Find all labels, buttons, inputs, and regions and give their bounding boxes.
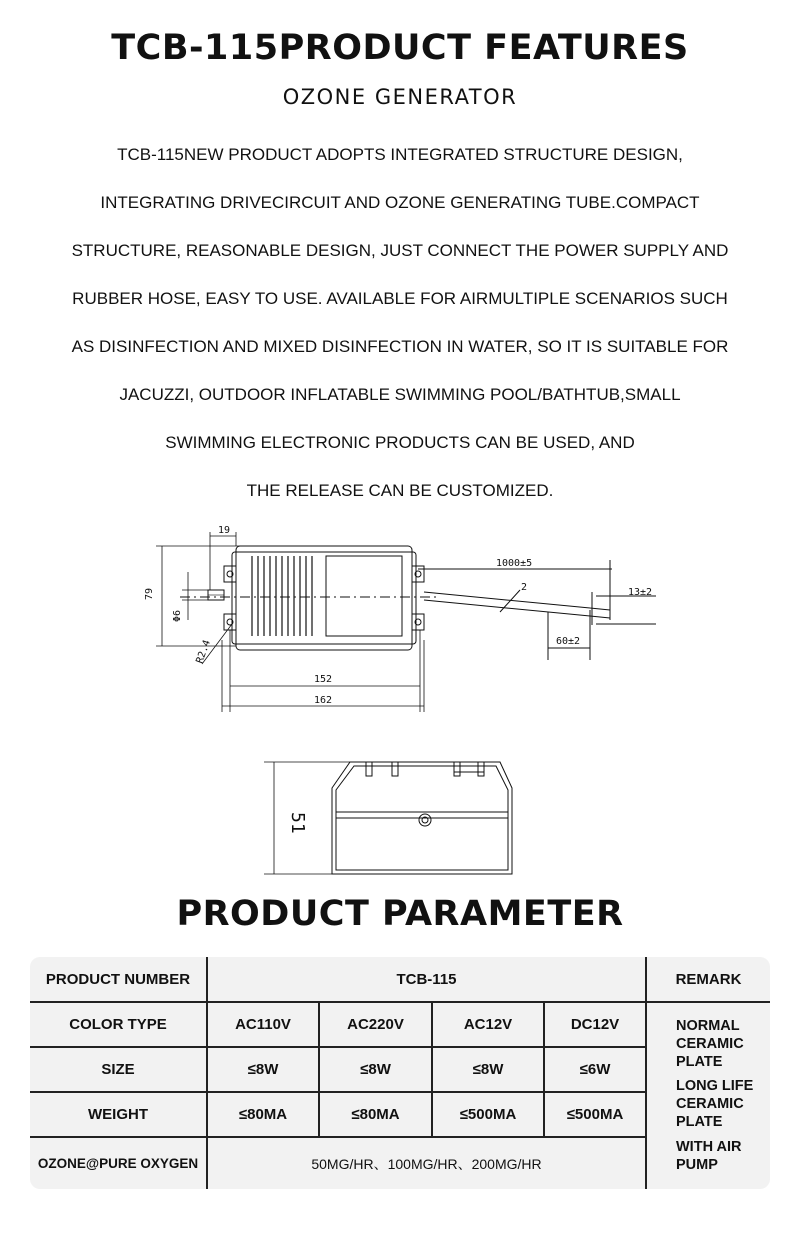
dim-2-label: 2 <box>521 582 528 593</box>
row-label: WEIGHT <box>88 1106 148 1123</box>
description-line: RUBBER HOSE, EASY TO USE. AVAILABLE FOR AIRMULTIPLE SCENARIOS SUCH <box>72 289 728 308</box>
table-cell: AC220V <box>347 1016 404 1033</box>
product-number-label: PRODUCT NUMBER <box>45 970 191 988</box>
top-view <box>180 546 440 650</box>
dimension-lines <box>156 532 424 712</box>
dim-19-label: 19 <box>218 525 231 536</box>
table-cell: AC12V <box>463 1016 513 1033</box>
ozone-value: 50MG/HR、100MG/HR、200MG/HR <box>311 1155 542 1172</box>
row-label: COLOR TYPE <box>69 1016 167 1033</box>
dim-r24-label: R2.4 <box>194 638 214 666</box>
table-cell: ≤8W <box>247 1061 279 1078</box>
remark-label: REMARK <box>675 970 742 988</box>
description-line: JACUZZI, OUTDOOR INFLATABLE SWIMMING POOL/BATHTUB,SMALL <box>119 385 681 404</box>
table-cell: ≤500MA <box>459 1106 517 1123</box>
table-cell: ≤8W <box>472 1061 504 1078</box>
table-cell: ≤80MA <box>351 1106 400 1123</box>
table-cell: ≤6W <box>579 1061 611 1078</box>
description-line: AS DISINFECTION AND MIXED DISINFECTION IN WATER, SO IT IS SUITABLE FOR <box>71 337 729 356</box>
dim-51-label: 51 <box>287 812 308 834</box>
table-cell: DC12V <box>570 1016 620 1033</box>
parameter-title: PRODUCT PARAMETER <box>176 894 624 934</box>
parameter-table <box>30 957 770 1189</box>
description-line: THE RELEASE CAN BE CUSTOMIZED. <box>246 481 554 500</box>
page-title: TCB-115PRODUCT FEATURES <box>111 28 689 68</box>
description-line: STRUCTURE, REASONABLE DESIGN, JUST CONNECT THE POWER SUPPLY AND <box>71 241 729 260</box>
cable <box>418 560 656 660</box>
dim-1000-label: 1000±5 <box>496 558 533 569</box>
dim-79-label: 79 <box>144 587 155 600</box>
dim-60-label: 60±2 <box>556 636 581 647</box>
description-line: SWIMMING ELECTRONIC PRODUCTS CAN BE USED, AND <box>165 433 635 452</box>
table-cell: ≤500MA <box>566 1106 624 1123</box>
table-cell: ≤8W <box>360 1061 391 1078</box>
table-cell: ≤80MA <box>238 1106 288 1123</box>
table-cell: AC110V <box>235 1016 291 1033</box>
table-divider <box>646 1001 770 1003</box>
remark-item: NORMAL CERAMIC PLATE <box>676 1018 744 1070</box>
dim-152-label: 152 <box>314 674 333 685</box>
row-label: SIZE <box>101 1061 135 1078</box>
product-number-value: TCB-115 <box>396 970 457 988</box>
dim-162-label: 162 <box>314 695 333 706</box>
description-line: INTEGRATING DRIVECIRCUIT AND OZONE GENERATING TUBE.COMPACT <box>100 193 700 212</box>
remark-item: LONG LIFE CERAMIC PLATE <box>676 1078 754 1130</box>
dim-phi6-label: Φ6 <box>172 609 183 622</box>
page-subtitle: OZONE GENERATOR <box>282 85 518 109</box>
description-line: TCB-115NEW PRODUCT ADOPTS INTEGRATED STRUCTURE DESIGN, <box>117 145 683 164</box>
remark-item: WITH AIR PUMP <box>676 1139 742 1173</box>
ozone-label: OZONE@PURE OXYGEN <box>37 1156 199 1171</box>
dim-13-label: 13±2 <box>628 587 653 598</box>
